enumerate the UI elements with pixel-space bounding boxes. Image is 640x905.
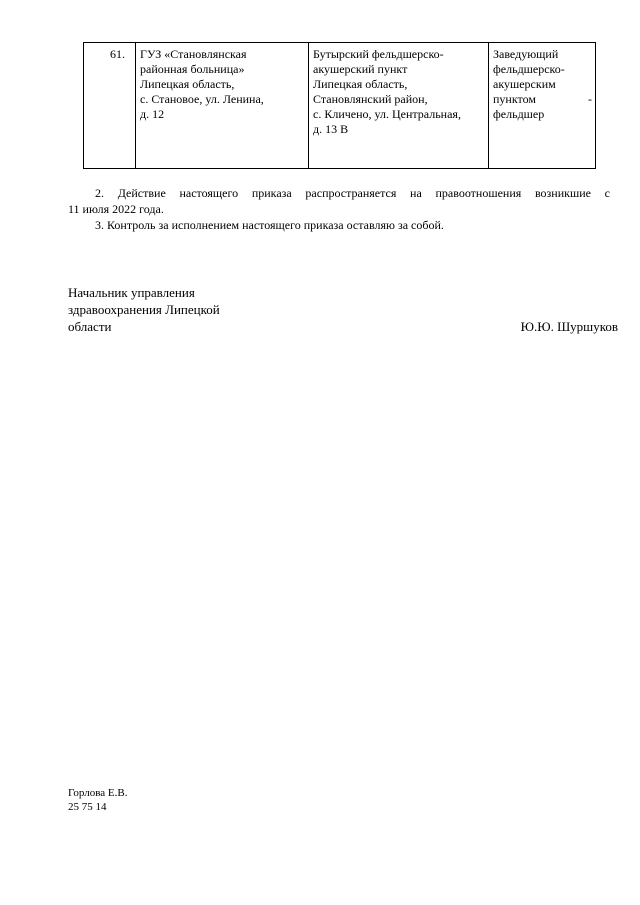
signature-title-line: здравоохранения Липецкой	[68, 302, 220, 317]
organization-line: Липецкая область,	[140, 77, 235, 91]
executor-name: Горлова Е.В.	[68, 787, 128, 799]
paragraph-line: 11 июля 2022 года.	[68, 202, 164, 216]
signatory-name: Ю.Ю. Шуршуков	[520, 319, 618, 334]
organization-line: ГУЗ «Становлянская	[140, 47, 247, 61]
executor-info	[68, 786, 127, 814]
organization-line: районная больница»	[140, 62, 245, 76]
medical-point-cell	[309, 43, 489, 169]
row-number: 61.	[110, 47, 125, 61]
organization-cell	[136, 43, 309, 169]
position-dash: -	[588, 92, 592, 106]
executor-phone: 25 75 14	[68, 801, 107, 813]
medical-point-line: акушерский пункт	[313, 62, 408, 76]
organization-line: д. 12	[140, 107, 165, 121]
order-table	[83, 42, 596, 169]
position-line: фельдшер	[493, 107, 545, 121]
position-line: фельдшерско-	[493, 62, 565, 76]
medical-point-line: Бутырский фельдшерско-	[313, 47, 444, 61]
medical-point-line: Становлянский район,	[313, 92, 428, 106]
position-word: пунктом	[493, 92, 536, 106]
position-line	[493, 92, 592, 107]
signature-title-line: Начальник управления	[68, 285, 195, 300]
medical-point-line: с. Кличено, ул. Центральная,	[313, 107, 461, 121]
signature-title	[68, 284, 220, 335]
medical-point-line: д. 13 В	[313, 122, 349, 136]
signature-title-line: области	[68, 319, 112, 334]
organization-line: с. Становое, ул. Ленина,	[140, 92, 264, 106]
position-line: Заведующий	[493, 47, 559, 61]
row-number-cell	[84, 43, 136, 169]
paragraph-line: 2. Действие настоящего приказа распространяется на правоотношения возникшие с	[95, 186, 610, 200]
medical-point-line: Липецкая область,	[313, 77, 408, 91]
table-row	[84, 43, 596, 169]
paragraph-effective-date	[68, 185, 610, 217]
position-line: акушерским	[493, 77, 556, 91]
paragraph-control: 3. Контроль за исполнением настоящего приказа оставляю за собой.	[95, 218, 444, 232]
position-cell	[489, 43, 596, 169]
